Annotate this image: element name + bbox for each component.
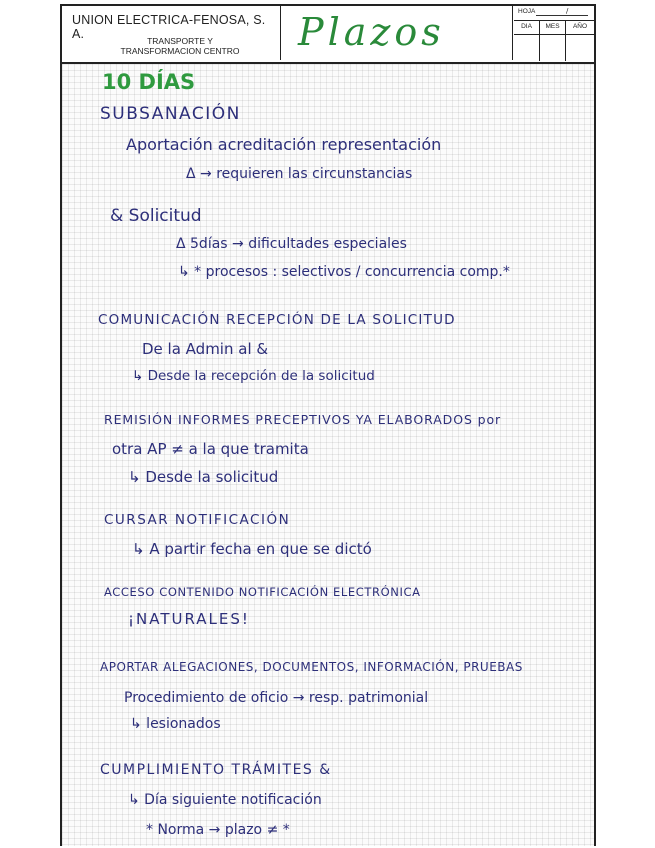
note-line: ↳ lesionados xyxy=(130,716,221,732)
note-line: REMISIÓN INFORMES PRECEPTIVOS YA ELABORADOS por xyxy=(104,412,502,427)
note-line: ↳ A partir fecha en que se dictó xyxy=(132,540,372,558)
note-line: COMUNICACIÓN RECEPCIÓN DE LA SOLICITUD xyxy=(98,312,456,328)
hoja-label: HOJA xyxy=(518,8,536,15)
note-line: Δ → requieren las circunstancias xyxy=(186,166,413,182)
note-line: Aportación acreditación representación xyxy=(126,135,442,154)
note-line: * Norma → plazo ≠ * xyxy=(146,822,290,838)
note-line: ↳ Desde la solicitud xyxy=(128,468,279,486)
note-line: APORTAR ALEGACIONES, DOCUMENTOS, INFORMACIÓN, PRUEBAS xyxy=(100,660,523,674)
note-line: ¡NATURALES! xyxy=(128,610,250,628)
note-line: Procedimiento de oficio → resp. patrimonial xyxy=(124,690,429,706)
note-line: De la Admin al & xyxy=(142,340,269,358)
hoja-slash: / xyxy=(566,7,569,15)
notes-heading: 10 DÍAS xyxy=(102,70,196,94)
department-line-1: TRANSPORTE Y xyxy=(147,36,213,46)
note-line: ACCESO CONTENIDO NOTIFICACIÓN ELECTRÓNICA xyxy=(104,585,421,599)
note-line: Δ 5días → dificultades especiales xyxy=(176,236,407,252)
note-line: SUBSANACIÓN xyxy=(100,104,241,124)
note-line: CUMPLIMIENTO TRÁMITES & xyxy=(100,762,332,778)
note-line: ↳ Día siguiente notificación xyxy=(128,792,322,808)
note-line: ↳ Desde la recepción de la solicitud xyxy=(132,368,375,384)
mes-label: MES xyxy=(540,21,566,61)
company-name: UNION ELECTRICA-FENOSA, S. A. xyxy=(72,13,266,41)
dia-label: DIA xyxy=(514,21,540,61)
note-line: ↳ * procesos : selectivos / concurrencia comp.* xyxy=(178,264,510,280)
page-title: Plazos xyxy=(298,10,445,54)
note-line: otra AP ≠ a la que tramita xyxy=(112,440,309,458)
note-line: & Solicitud xyxy=(110,206,202,226)
ano-label: AÑO xyxy=(572,23,588,30)
note-line: CURSAR NOTIFICACIÓN xyxy=(104,512,291,528)
department-line-2: TRANSFORMACION CENTRO xyxy=(120,46,240,56)
